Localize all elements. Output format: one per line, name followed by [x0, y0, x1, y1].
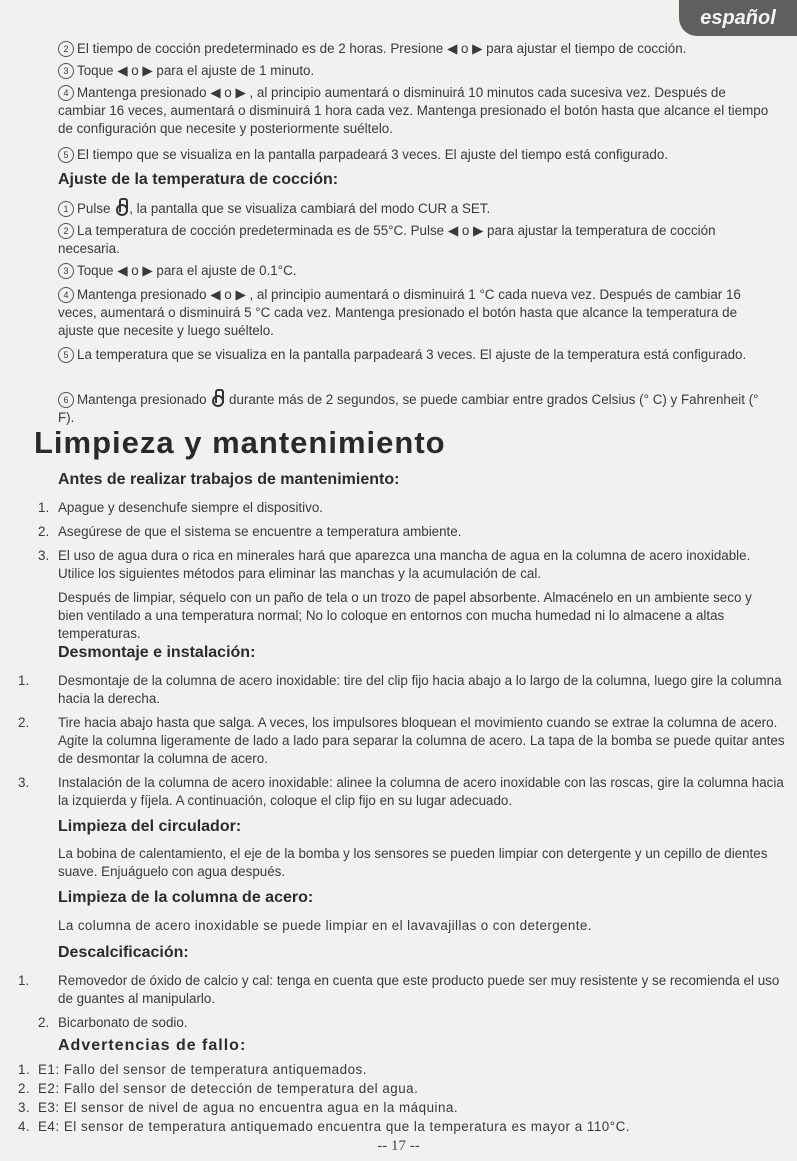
column-heading: Limpieza de la columna de acero: [58, 889, 314, 906]
faults-heading: Advertencias de fallo: [58, 1037, 247, 1054]
temp-step-1: 1 Pulse , la pantalla que se visualiza cambiará del modo CUR a SET. [58, 198, 770, 218]
cook-time-step-5: 5 El tiempo que se visualiza en la pantalla parpadeará 3 veces. El ajuste del tiempo está configurado. [58, 146, 770, 164]
before-note: Después de limpiar, séquelo con un paño de tela o un trozo de papel absorbente. Almacénelo en un ambiente seco y bien ventilado a una temperatura normal; No lo coloque en entornos con mucha humedad ni lo almacene a altas temperaturas. [58, 590, 752, 641]
cook-time-step-2: 2 El tiempo de cocción predeterminado es de 2 horas. Presione ◀ o ▶ para ajustar el tiempo de cocción. [58, 40, 770, 58]
fault-item-4: 4. E4: El sensor de temperatura antiquemado encuentra que la temperatura es mayor a 110°C. [18, 1119, 630, 1134]
descaling-heading: Descalcificación: [58, 944, 189, 961]
before-item-2: 2. Asegúrese de que el sistema se encuentre a temperatura ambiente. [38, 524, 462, 539]
disassembly-item-1: 1. Desmontaje de la columna de acero inoxidable: tire del clip fijo hacia abajo a lo largo de la columna, luego gire la columna hacia la derecha. [18, 673, 782, 706]
temp-step-6: 6 Mantenga presionado durante más de 2 segundos, se puede cambiar entre grados Celsius (° C) y Fahrenheit (° F). [58, 389, 770, 427]
before-item-3: 3. El uso de agua dura o rica en minerales hará que aparezca una mancha de agua en la columna de acero inoxidable. Utilice los siguientes métodos para eliminar las manchas y la acumulación de cal. [38, 548, 751, 581]
thermometer-icon [212, 389, 223, 407]
temp-step-3: 3 Toque ◀ o ▶ para el ajuste de 0.1°C. [58, 262, 770, 280]
cook-time-step-4: 4 Mantenga presionado ◀ o ▶ , al principio aumentará o disminuirá 10 minutos cada sucesiva vez. Después de cambiar 16 veces, aumentará o disminuirá 1 hora cada vez. Mantenga presionado el botón hasta que alcance el tiempo de configuración que necesite y posteriormente suéltelo. [58, 85, 769, 136]
fault-item-1: 1. E1: Fallo del sensor de temperatura antiquemados. [18, 1062, 367, 1077]
circulator-text: La bobina de calentamiento, el eje de la bomba y los sensores se pueden limpiar con detergente y un cepillo de dientes suave. Enjuáguelo con agua después. [58, 846, 768, 879]
descaling-item-1: 1. Removedor de óxido de calcio y cal: tenga en cuenta que este producto puede ser muy resistente y se recomienda el uso de guantes al manipularlo. [18, 973, 780, 1006]
cook-time-step-3: 3 Toque ◀ o ▶ para el ajuste de 1 minuto. [58, 62, 770, 80]
fault-item-2: 2. E2: Fallo del sensor de detección de temperatura del agua. [18, 1081, 419, 1096]
temp-heading: Ajuste de la temperatura de cocción: [58, 171, 339, 188]
disassembly-item-3: 3. Instalación de la columna de acero inoxidable: alinee la columna de acero inoxidable con las roscas, gire la columna hacia la izquierda y fíjela. A continuación, coloque el clip fijo en su lugar adecuado. [18, 775, 784, 808]
before-heading: Antes de realizar trabajos de mantenimiento: [58, 471, 400, 488]
circulator-heading: Limpieza del circulador: [58, 818, 242, 835]
disassembly-heading: Desmontaje e instalación: [58, 644, 256, 661]
thermometer-icon [116, 198, 127, 216]
descaling-item-2: 2. Bicarbonato de sodio. [38, 1015, 188, 1030]
temp-step-5: 5 La temperatura que se visualiza en la pantalla parpadeará 3 veces. El ajuste de la temperatura está configurado. [58, 346, 770, 364]
section-title: Limpieza y mantenimiento [34, 425, 446, 460]
before-item-1: 1. Apague y desenchufe siempre el dispositivo. [38, 500, 323, 515]
page-number: -- 17 -- [377, 1138, 420, 1154]
language-tab: español [679, 0, 797, 36]
disassembly-item-2: 2. Tire hacia abajo hasta que salga. A veces, los impulsores bloquean el movimiento cuando se extrae la columna de acero. Agite la columna ligeramente de lado a lado para separar la columna de acero. La tapa de la bomba se puede quitar antes de desmontar la columna de acero. [18, 715, 785, 766]
temp-step-4: 4 Mantenga presionado ◀ o ▶ , al principio aumentará o disminuirá 1 °C cada nueva vez. Después de cambiar 16 veces, aumentará o disminuirá 5 °C cada vez. Mantenga presionado el botón hasta que alcance la temperatura de ajuste que necesite y luego suéltelo. [58, 287, 741, 338]
column-text: La columna de acero inoxidable se puede limpiar en el lavavajillas o con detergente. [58, 918, 592, 933]
fault-item-3: 3. E3: El sensor de nivel de agua no encuentra agua en la máquina. [18, 1100, 459, 1115]
temp-step-2: 2 La temperatura de cocción predeterminada es de 55°C. Pulse ◀ o ▶ para ajustar la temperatura de cocción necesaria. [58, 223, 716, 256]
